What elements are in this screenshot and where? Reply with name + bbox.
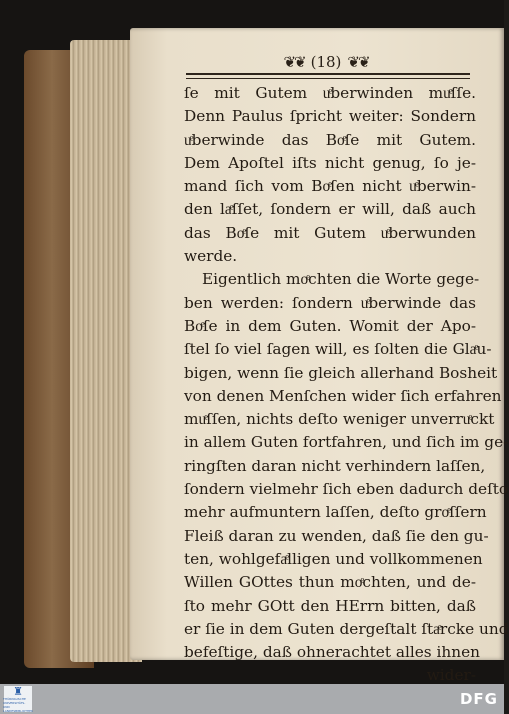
catchword: wider- <box>426 666 476 685</box>
text-line: Eigentlich moͤchten die Worte gege- <box>202 270 480 289</box>
page-text <box>184 82 509 688</box>
text-line: Denn Paulus ſpricht weiter: Sondern <box>184 107 476 126</box>
text-line: er ſie in dem Guten dergeſtalt ſtaͤrcke und <box>184 619 509 638</box>
text-line: von denen Menſchen wider ſich erfahren <box>184 386 502 405</box>
text-line: in allem Guten fortfahren, und ſich im ge- <box>184 433 509 452</box>
text-line: Dem Apoſtel iſts nicht genug, ſo je- <box>184 153 476 172</box>
text-line: ſtel ſo viel ſagen will, es ſolten die Glaͤu- <box>184 340 492 359</box>
text-line: das Boͤſe mit Gutem uͤberwunden <box>184 223 476 242</box>
text-line: befeſtige, daß ohnerachtet alles ihnen <box>184 643 481 662</box>
text-line: ſe mit Gutem uͤberwinden muͤſſe. <box>184 84 476 102</box>
text-line: ten, wohlgefaͤlligen und vollkommenen <box>184 549 483 568</box>
library-logo-text: THÜRINGISCHE UNIVERSITÄTS- UND LANDESBIBLIOTHEK <box>3 696 34 713</box>
text-line: mehr aufmuntern laſſen, deſto groͤſſern <box>184 503 487 522</box>
text-line: Fleiß daran zu wenden, daß ſie den gu- <box>184 526 489 545</box>
text-line: uͤberwinde das Boͤſe mit Gutem. <box>184 130 476 149</box>
text-line: ben werden: ſondern uͤberwinde das <box>184 293 476 312</box>
text-line: muͤſſen, nichts deſto weniger unverruͤckt <box>184 410 495 429</box>
dfg-logo[interactable]: DFG <box>459 690 498 708</box>
text-line: bigen, wenn ſie gleich allerhand Bosheit <box>184 363 498 382</box>
text-line: werde. <box>184 247 238 266</box>
library-logo-icon: ♜ <box>13 684 23 698</box>
ornament-right-icon: ❦❦ <box>347 53 369 71</box>
page-number: (18) <box>310 53 342 71</box>
viewer-footer <box>0 684 504 714</box>
text-line: ſondern vielmehr ſich eben dadurch deſto <box>184 480 509 499</box>
text-line: Willen GOttes thun moͤchten, und de- <box>184 573 476 592</box>
text-line: den laͤſſet, ſondern er will, daß auch <box>184 200 476 219</box>
text-line: Boͤſe in dem Guten. Womit der Apo- <box>184 316 476 335</box>
text-line: mand ſich vom Boͤſen nicht uͤberwin- <box>184 177 476 196</box>
header-rule <box>186 73 470 79</box>
text-line: ringſten daran nicht verhindern laſſen, <box>184 456 486 475</box>
ornament-left-icon: ❦❦ <box>283 53 305 71</box>
text-line: ſto mehr GOtt den HErrn bitten, daß <box>184 596 476 615</box>
page-header <box>262 52 390 72</box>
library-logo[interactable] <box>4 686 32 712</box>
